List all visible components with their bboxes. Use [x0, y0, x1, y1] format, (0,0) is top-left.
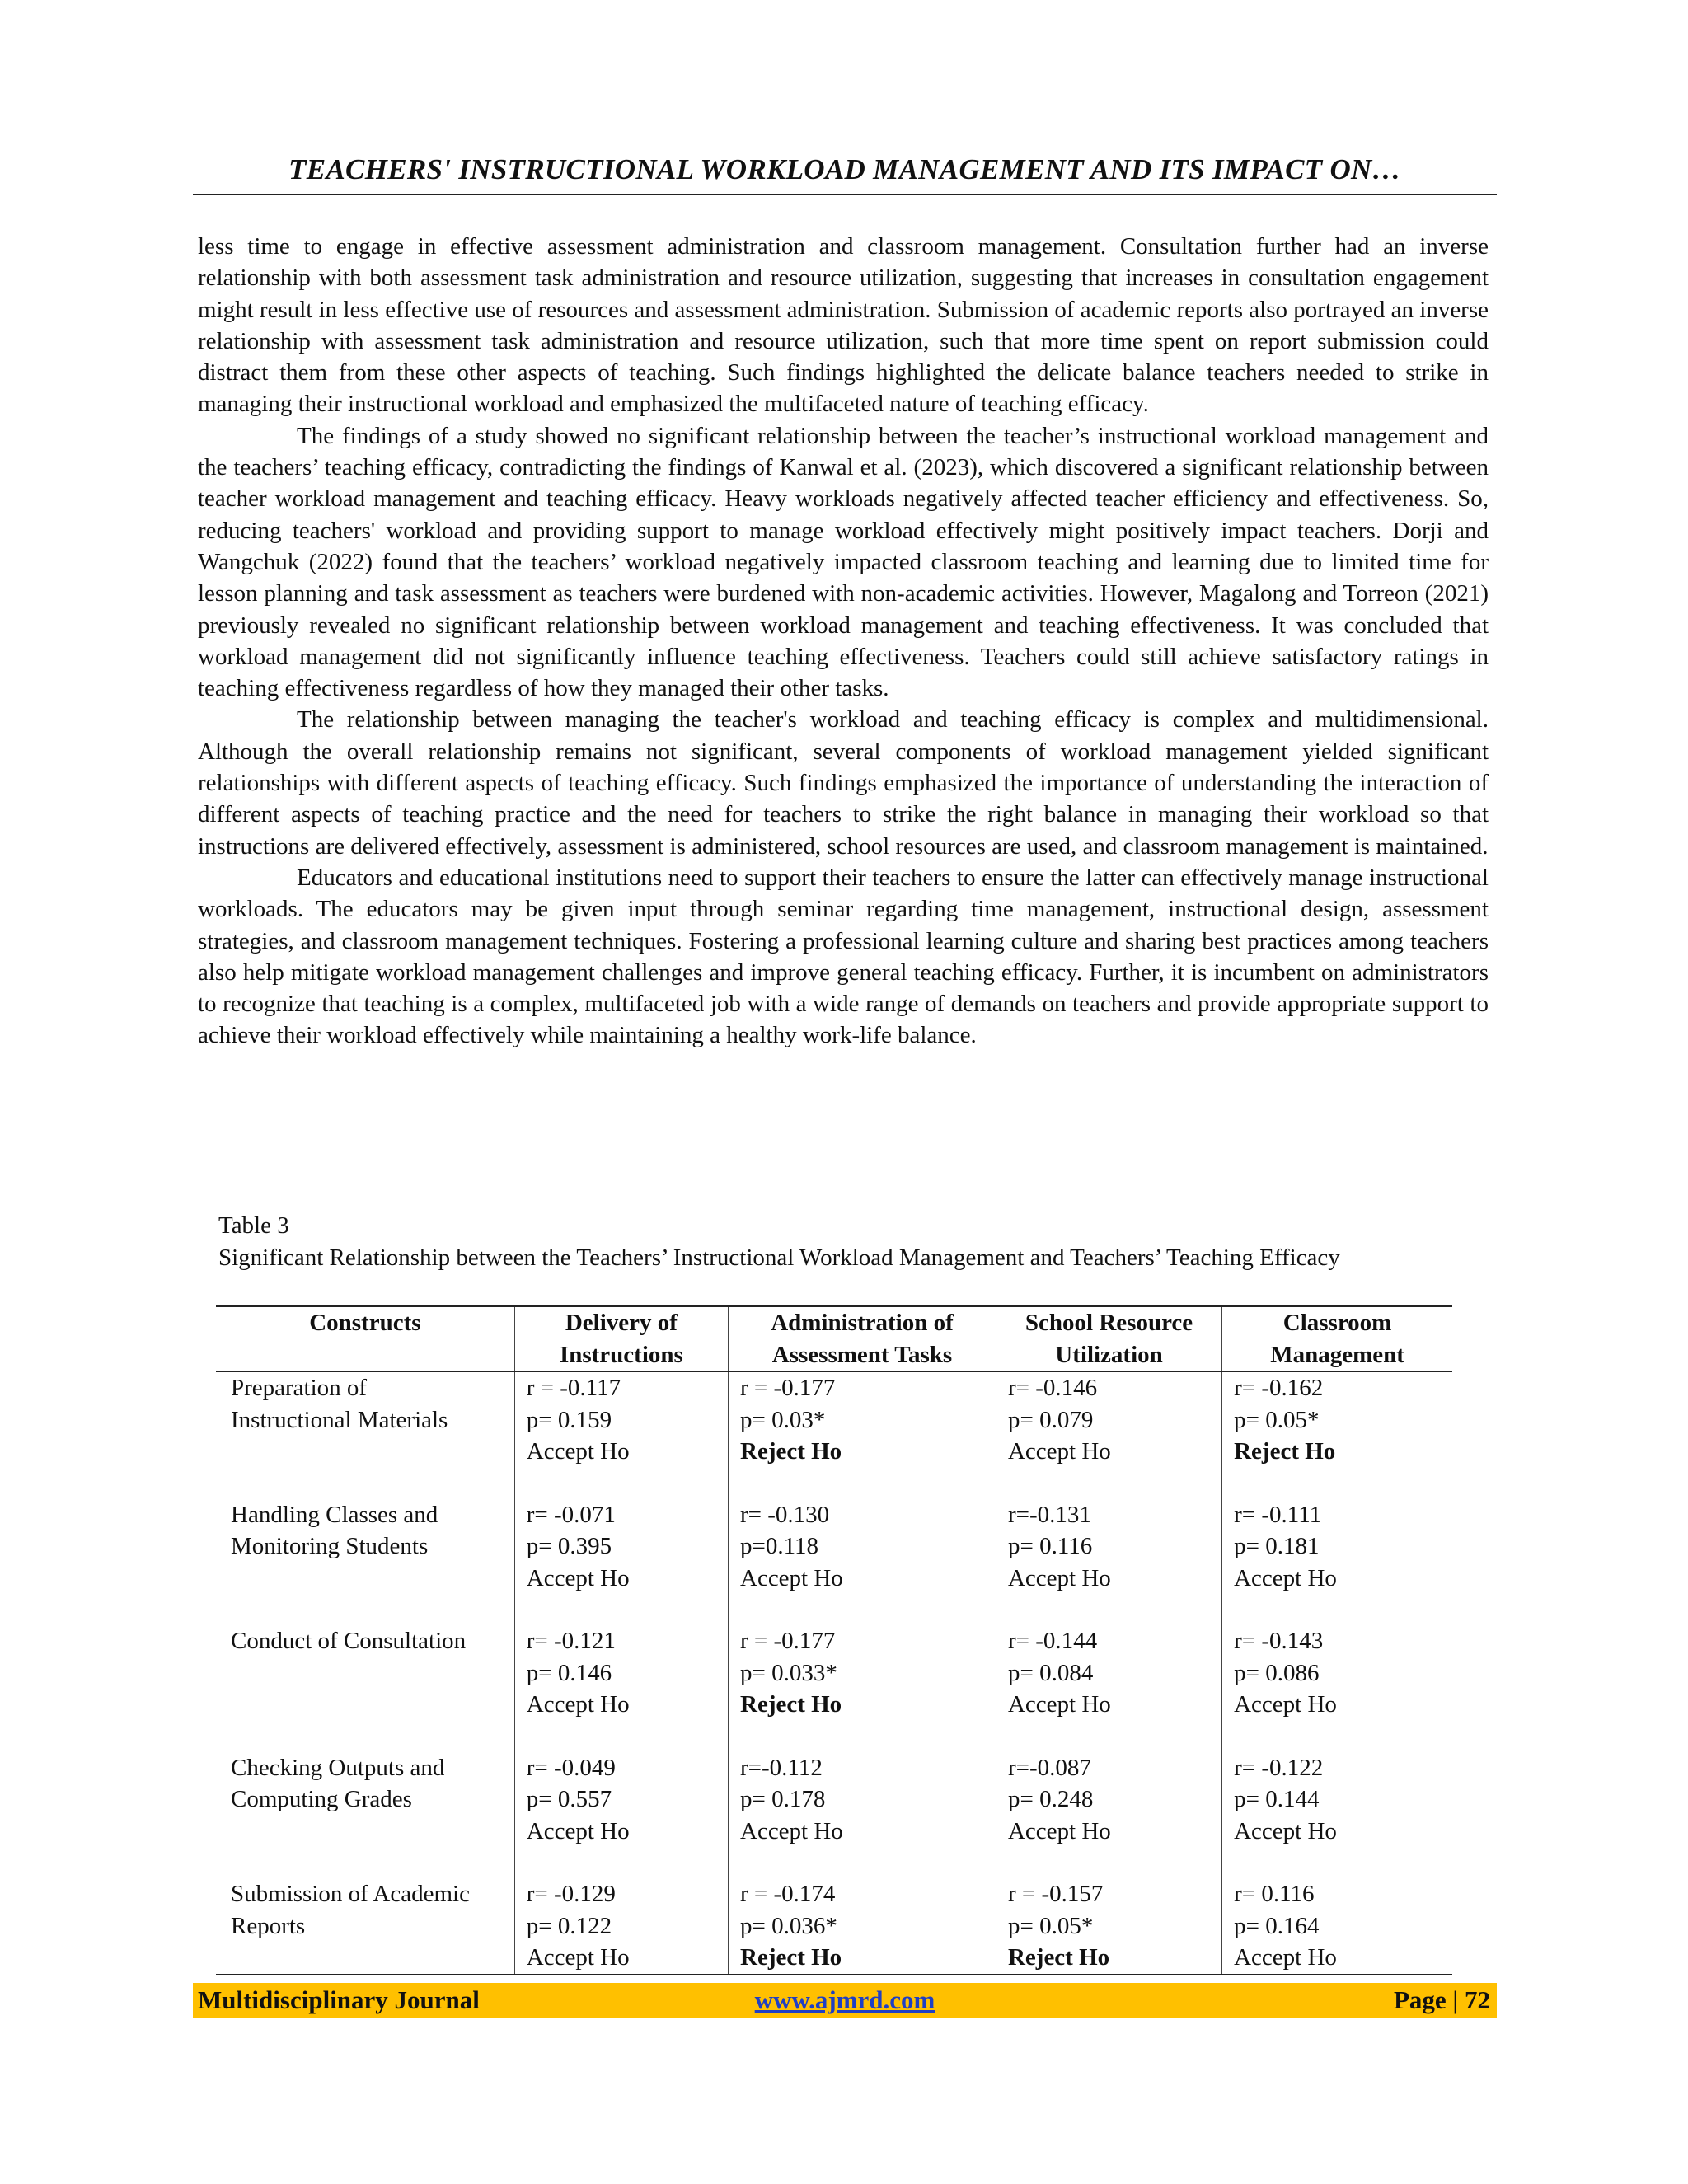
- stat-cell: [1222, 1499, 1452, 1626]
- column-header: Delivery of Instructions: [514, 1306, 728, 1371]
- stat-cell: [514, 1878, 728, 1975]
- stat-cell: [1222, 1625, 1452, 1752]
- paragraph: less time to engage in effective assessment administration and classroom management. Consultation further had an inverse relationship with both assessment task administration and resource utilization, suggesting that increases in consultation engagement might result in less effective use of resources and assessment administration. Submission of academic reports also portrayed an inverse relationship with assessment task administration and resource utilization, such that more time spent on report submission could distract them from these other aspects of teaching. Such findings highlighted the delicate balance teachers needed to strike in managing their instructional workload and emphasized the multifaceted nature of teaching efficacy.: [198, 233, 1489, 418]
- column-header: Administration of Assessment Tasks: [729, 1306, 996, 1371]
- decision: Accept Ho: [1234, 1691, 1337, 1718]
- decision: Accept Ho: [1234, 1817, 1337, 1844]
- page-number: Page | 72: [1393, 1985, 1490, 2014]
- table-row: [216, 1625, 1452, 1752]
- stat-cell: [729, 1499, 996, 1626]
- decision: Accept Ho: [1007, 1691, 1111, 1718]
- table-header-row: [216, 1306, 1452, 1371]
- decision: Reject Ho: [1234, 1438, 1336, 1465]
- stat-cell: [1222, 1752, 1452, 1879]
- decision: Accept Ho: [1007, 1817, 1111, 1844]
- table-row: [216, 1371, 1452, 1499]
- p-value: p= 0.033*: [740, 1659, 837, 1686]
- stat-cell: [1222, 1371, 1452, 1499]
- r-value: r=-0.087: [1007, 1754, 1091, 1781]
- r-value: r= 0.116: [1234, 1881, 1315, 1907]
- p-value: p= 0.248: [1007, 1786, 1094, 1812]
- r-value: r = -0.177: [740, 1628, 836, 1654]
- stat-cell: [514, 1499, 728, 1626]
- stat-cell: [729, 1878, 996, 1975]
- column-header: Constructs: [216, 1306, 514, 1371]
- paragraph: The findings of a study showed no significant relationship between the teacher’s instructional workload management and the teachers’ teaching efficacy, contradicting the findings of Kanwal et al. (2023), which discovered a significant relationship between teacher workload management and teaching efficacy. Heavy workloads negatively affected teacher efficiency and effectiveness. So, reducing teachers' workload and providing support to manage workload effectively might positively impact teachers. Dorji and Wangchuk (2022) found that the teachers’ workload negatively impacted classroom teaching and learning due to limited time for lesson planning and task assessment as teachers were burdened with non-academic activities. However, Magalong and Torreon (2021) previously revealed no significant relationship between workload management and teaching effectiveness. It was concluded that workload management did not significantly influence teaching effectiveness. Teachers could still achieve satisfactory ratings in teaching effectiveness regardless of how they managed their other tasks.: [198, 422, 1489, 702]
- p-value: p=0.118: [740, 1533, 819, 1559]
- p-value: p= 0.144: [1234, 1786, 1320, 1812]
- r-value: r = -0.117: [526, 1375, 621, 1401]
- results-table: [216, 1305, 1452, 1975]
- decision: Accept Ho: [740, 1817, 843, 1844]
- decision: Accept Ho: [1007, 1438, 1111, 1465]
- running-header: TEACHERS' INSTRUCTIONAL WORKLOAD MANAGEMENT AND ITS IMPACT ON…: [288, 153, 1401, 185]
- r-value: r = -0.157: [1007, 1881, 1104, 1907]
- decision: Accept Ho: [526, 1691, 630, 1718]
- p-value: p= 0.395: [526, 1533, 612, 1559]
- table-label: Table 3: [218, 1212, 289, 1239]
- table-row: [216, 1499, 1452, 1626]
- r-value: r= -0.049: [526, 1754, 616, 1781]
- body-text: [198, 231, 1489, 1052]
- table-title: Significant Relationship between the Teachers’ Instructional Workload Management and Teachers’ Teaching Efficacy: [218, 1244, 1340, 1271]
- decision: Accept Ho: [526, 1564, 630, 1591]
- p-value: p= 0.557: [526, 1786, 612, 1812]
- construct-cell: Submission of Academic Reports: [216, 1878, 514, 1975]
- p-value: p= 0.164: [1234, 1912, 1320, 1939]
- construct-cell: Checking Outputs and Computing Grades: [231, 1754, 445, 1812]
- stat-cell: [514, 1625, 728, 1752]
- p-value: p= 0.03*: [740, 1406, 826, 1433]
- p-value: p= 0.178: [740, 1786, 826, 1812]
- r-value: r= -0.122: [1234, 1754, 1324, 1781]
- stat-cell: [996, 1752, 1221, 1879]
- r-value: r= -0.121: [526, 1628, 616, 1654]
- p-value: p= 0.036*: [740, 1912, 837, 1939]
- r-value: r=-0.131: [1007, 1501, 1091, 1528]
- r-value: r= -0.130: [740, 1501, 830, 1528]
- column-header: School Resource Utilization: [996, 1306, 1221, 1371]
- stat-cell: [1222, 1878, 1452, 1975]
- p-value: p= 0.079: [1007, 1406, 1094, 1433]
- r-value: r= -0.129: [526, 1881, 616, 1907]
- decision: Accept Ho: [526, 1438, 630, 1465]
- header-rule: [193, 194, 1497, 195]
- decision: Accept Ho: [1007, 1564, 1111, 1591]
- p-value: p= 0.05*: [1234, 1406, 1320, 1433]
- journal-name: Multidisciplinary Journal: [198, 1985, 480, 2014]
- decision: Reject Ho: [740, 1691, 842, 1718]
- column-header: Classroom Management: [1222, 1306, 1452, 1371]
- r-value: r= -0.162: [1234, 1375, 1324, 1401]
- decision: Accept Ho: [1234, 1564, 1337, 1591]
- p-value: p= 0.159: [526, 1406, 612, 1433]
- decision: Reject Ho: [1007, 1944, 1110, 1971]
- decision: Accept Ho: [526, 1817, 630, 1844]
- paragraph: The relationship between managing the teacher's workload and teaching efficacy is complex and multidimensional. Although the overall relationship remains not significant, several components of workload management yielded significant relationships with different aspects of teaching efficacy. Such findings emphasized the importance of understanding the interaction of different aspects of teaching practice and the need for teachers to strike the right balance in managing their workload so that instructions are delivered effectively, assessment is administered, school resources are used, and classroom management is maintained.: [198, 706, 1489, 860]
- r-value: r= -0.111: [1234, 1501, 1322, 1528]
- r-value: r= -0.146: [1007, 1375, 1098, 1401]
- decision: Accept Ho: [526, 1944, 630, 1971]
- table-row: [216, 1878, 1452, 1975]
- r-value: r = -0.174: [740, 1881, 836, 1907]
- p-value: p= 0.181: [1234, 1533, 1320, 1559]
- stat-cell: [996, 1499, 1221, 1626]
- table-row: [216, 1752, 1452, 1879]
- journal-link[interactable]: www.ajmrd.com: [754, 1985, 935, 2014]
- p-value: p= 0.122: [526, 1912, 612, 1939]
- stat-cell: [729, 1625, 996, 1752]
- p-value: p= 0.116: [1007, 1533, 1093, 1559]
- p-value: p= 0.084: [1007, 1659, 1094, 1686]
- stat-cell: [996, 1878, 1221, 1975]
- construct-cell: Preparation of Instructional Materials: [231, 1375, 448, 1433]
- p-value: p= 0.086: [1234, 1659, 1320, 1686]
- stat-cell: [729, 1752, 996, 1879]
- decision: Accept Ho: [1234, 1944, 1337, 1971]
- decision: Accept Ho: [740, 1564, 843, 1591]
- r-value: r= -0.143: [1234, 1628, 1324, 1654]
- construct-cell: Conduct of Consultation: [231, 1628, 467, 1654]
- paragraph: Educators and educational institutions need to support their teachers to ensure the latter can effectively manage instructional workloads. The educators may be given input through seminar regarding time management, instructional design, assessment strategies, and classroom management techniques. Fostering a professional learning culture and sharing best practices among teachers also help mitigate workload management challenges and improve general teaching efficacy. Further, it is incumbent on administrators to recognize that teaching is a complex, multifaceted job with a wide range of demands on teachers and provide appropriate support to achieve their workload effectively while maintaining a healthy work-life balance.: [198, 864, 1489, 1049]
- decision: Reject Ho: [740, 1438, 842, 1465]
- r-value: r = -0.177: [740, 1375, 836, 1401]
- stat-cell: [729, 1371, 996, 1499]
- p-value: p= 0.146: [526, 1659, 612, 1686]
- r-value: r= -0.071: [526, 1501, 616, 1528]
- p-value: p= 0.05*: [1007, 1912, 1094, 1939]
- stat-cell: [514, 1371, 728, 1499]
- construct-cell: Handling Classes and Monitoring Students: [231, 1501, 438, 1559]
- stat-cell: [514, 1752, 728, 1879]
- table-caption: [218, 1210, 1471, 1273]
- decision: Reject Ho: [740, 1944, 842, 1971]
- stat-cell: [996, 1625, 1221, 1752]
- r-value: r=-0.112: [740, 1754, 823, 1781]
- r-value: r= -0.144: [1007, 1628, 1098, 1654]
- footer-bar: [193, 1983, 1497, 2018]
- stat-cell: [996, 1371, 1221, 1499]
